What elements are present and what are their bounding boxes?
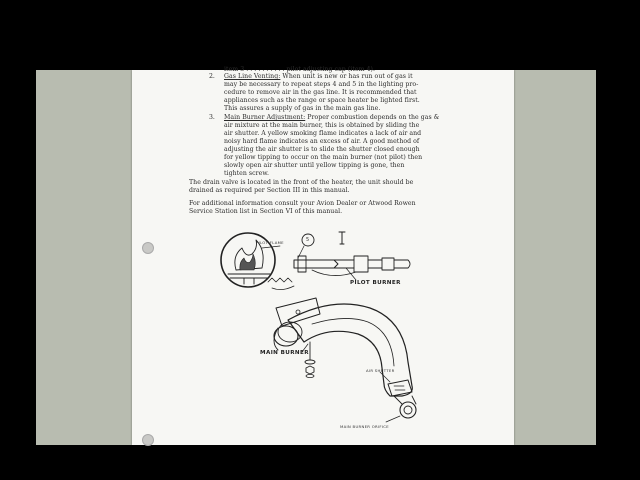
item-2-text-2: may be necessary to repeat steps 4 and 5 in the lighting pro- (224, 81, 419, 88)
item-3-number: 3. (209, 114, 215, 121)
info-para-line-2: Service Station list in Section VI of this manual. (189, 208, 343, 215)
item-2-heading: Gas Line Venting: (224, 73, 281, 80)
item-3-text-5: adjusting the air shutter is to slide the shutter closed enough (224, 146, 420, 153)
pilot-flame-label: PILOT FLAME (256, 240, 284, 245)
document-page (132, 66, 514, 445)
pilot-burner-label: PILOT BURNER (350, 280, 401, 286)
item-3-heading: Main Burner Adjustment: (224, 114, 306, 121)
main-burner-orifice-label: MAIN BURNER ORIFICE (340, 424, 389, 429)
burner-diagram (132, 70, 514, 445)
callout-5-label: 5 (306, 237, 310, 243)
drain-para-line-2: drained as required per Section III in this manual. (189, 187, 350, 194)
item-2-text-4: appliances such as the range or space heater be lighted first. (224, 97, 420, 104)
item-3-text-6: for yellow tipping to occur on the main burner (not pilot) then (224, 154, 423, 161)
item-3-text-7: slowly open air shutter until yellow tipping is gone, then (224, 162, 405, 169)
item-2-text-1: When unit is new or has run out of gas it (282, 73, 413, 80)
item-3-text-4: noisy hard flame indicates an excess of air. A good method of (224, 138, 420, 145)
item-2-number: 2. (209, 73, 215, 80)
info-para-line-1: For additional information consult your Avion Dealer or Atwood Rowen (189, 200, 416, 207)
item-3-text-1: Proper combustion depends on the gas & (307, 114, 440, 121)
item-3-text-8: tighten screw. (224, 170, 269, 177)
item-3-text-2: air mixture at the main burner, this is obtained by sliding the (224, 122, 420, 129)
item-2-text-5: This assures a supply of gas in the main gas line. (224, 105, 381, 112)
cut-off-line: item 3 . . . . . . . . . . pilot adjusting cap (item 4). (224, 66, 375, 73)
item-3-text-3: air shutter. A yellow smoking flame indicates a lack of air and (224, 130, 422, 137)
item-2-text-3: cedure to remove air in the gas line. It is recommended that (224, 89, 417, 96)
main-burner-label: MAIN BURNER (260, 350, 309, 356)
air-shutter-label: AIR SHUTTER (366, 368, 395, 373)
drain-para-line-1: The drain valve is located in the front of the heater, the unit should be (189, 179, 414, 186)
